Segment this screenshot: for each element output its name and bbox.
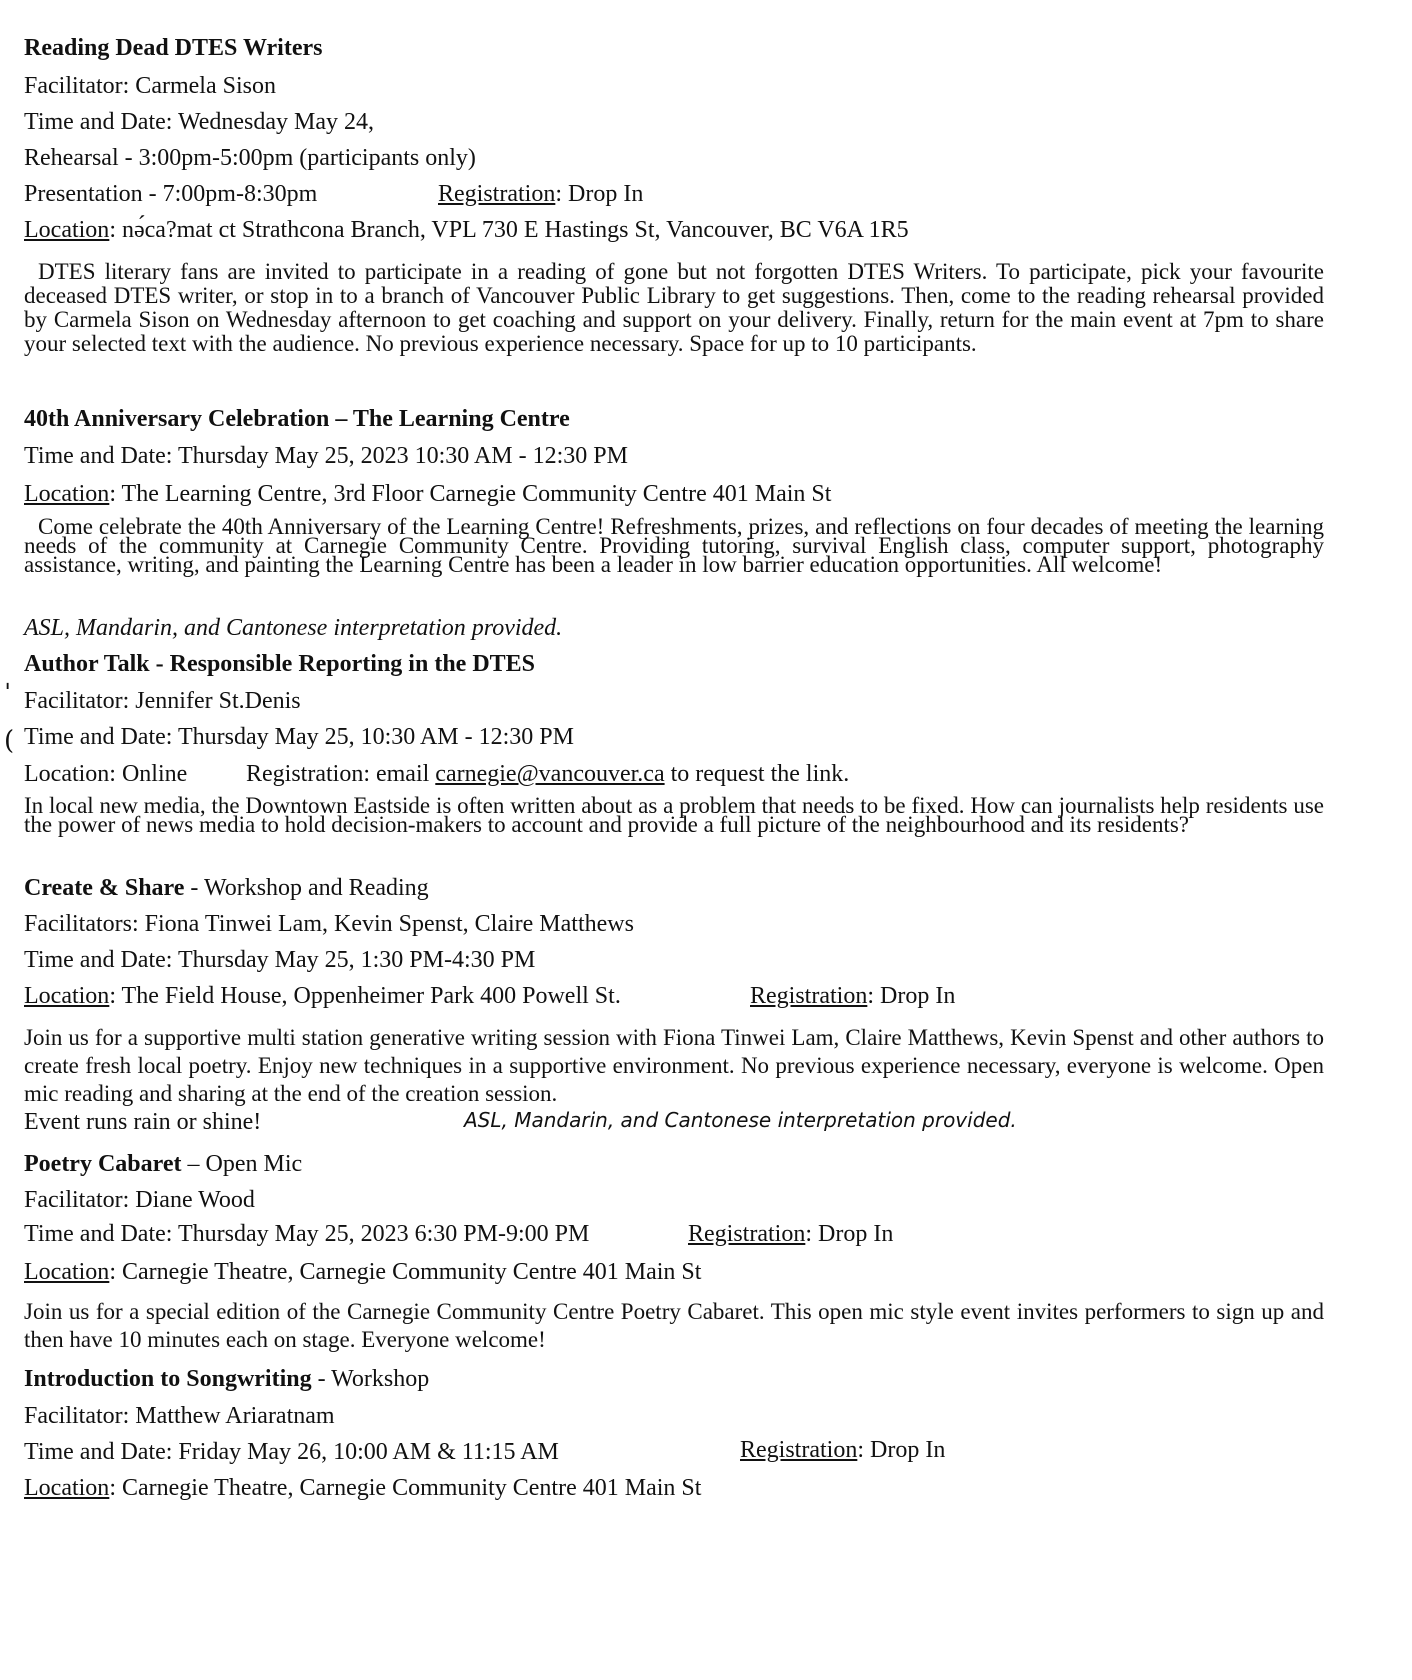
registration-suffix: to request the link. [664,761,850,787]
location-value: : The Learning Centre, 3rd Floor Carnegie Community Centre 401 Main St [109,481,832,507]
location-value: : Carnegie Theatre, Carnegie Community Centre 401 Main St [109,1259,702,1285]
location-value: : The Field House, Oppenheimer Park 400 Powell St. [109,983,621,1009]
scan-mark: ˈ [4,680,12,710]
registration-prefix: Registration: email [246,761,436,787]
registration-label: Registration [438,181,556,207]
event-title: Introduction to Songwriting [24,1366,312,1392]
event-presentation: Presentation - 7:00pm-8:30pm [24,181,318,207]
event-title-line [24,1365,429,1393]
event-time-date: Time and Date: Thursday May 25, 10:30 AM - 12:30 PM [24,724,574,750]
event-facilitator: Facilitator: Matthew Ariaratnam [24,1403,335,1429]
registration-email-link[interactable]: carnegie@vancouver.ca [435,761,665,787]
event-facilitator: Facilitator: Jennifer St.Denis [24,688,301,714]
registration-value: : Drop In [555,181,644,207]
event-location: Location: Online [24,761,188,787]
registration-label: Registration [740,1437,858,1463]
interpretation-note: ASL, Mandarin, and Cantonese interpretation provided. [464,1108,1017,1132]
event-rehearsal: Rehearsal - 3:00pm-5:00pm (participants only) [24,145,476,171]
event-facilitator: Facilitator: Carmela Sison [24,73,276,99]
event-description: Join us for a special edition of the Carnegie Community Centre Poetry Cabaret. This open mic style event invites performers to sign up and then have 10 minutes each on stage. Everyone welcome! [24,1299,1324,1352]
registration-value: : Drop In [805,1221,894,1247]
location-label: Location [24,217,110,243]
location-label: Location [24,481,110,507]
event-location [24,982,621,1010]
event-description: Come celebrate the 40th Anniversary of the Learning Centre! Refreshments, prizes, and reflections on four decades of meeting the learning needs of the community at Carnegie Community Centre. Providing tutoring, survival English class, computer support, photography assistance, writing, and painting the Learning Centre has been a leader in low barrier education opportunities. All welcome! [24,514,1324,577]
event-facilitator: Facilitators: Fiona Tinwei Lam, Kevin Spenst, Claire Matthews [24,911,634,937]
event-closing: Event runs rain or shine! [24,1109,262,1135]
event-description: In local new media, the Downtown Eastside is often written about as a problem that needs to be fixed. How can journalists help residents use the power of news media to hold decision-makers to account and provide a full picture of the neighbourhood and its residents? [24,793,1324,837]
event-registration [438,180,643,208]
event-registration [246,760,849,788]
registration-value: : Drop In [867,983,956,1009]
event-location [24,1474,701,1502]
registration-value: : Drop In [857,1437,946,1463]
event-location [24,1258,701,1286]
event-registration [750,982,955,1010]
location-value: : Carnegie Theatre, Carnegie Community Centre 401 Main St [109,1475,702,1501]
event-title: 40th Anniversary Celebration – The Learning Centre [24,406,570,432]
event-time-date: Time and Date: Thursday May 25, 2023 6:30 PM-9:00 PM [24,1221,590,1247]
event-subtitle: – Open Mic [181,1151,303,1177]
event-title: Author Talk - Responsible Reporting in the DTES [24,651,536,677]
registration-label: Registration [688,1221,806,1247]
location-value: : nə́ca?mat ct Strathcona Branch, VPL 730 E Hastings St, Vancouver, BC V6A 1R5 [109,217,909,243]
event-title: Reading Dead DTES Writers [24,35,323,61]
location-label: Location [24,1475,110,1501]
event-title-line [24,874,429,902]
event-subtitle: - Workshop [311,1366,430,1392]
location-label: Location [24,1259,110,1285]
location-label: Location [24,983,110,1009]
event-registration [688,1220,893,1248]
event-title: Create & Share [24,875,185,901]
event-time-date: Time and Date: Thursday May 25, 1:30 PM-4:30 PM [24,947,536,973]
event-facilitator: Facilitator: Diane Wood [24,1187,255,1213]
event-description: DTES literary fans are invited to participate in a reading of gone but not forgotten DTES Writers. To participate, pick your favourite deceased DTES writer, or stop in to a branch of Vancouver Public Library to get suggestions. Then, come to the reading rehearsal provided by Carmela Sison on Wednesday afternoon to get coaching and support on your delivery. Finally, return for the main event at 7pm to share your selected text with the audience. No previous experience necessary. Space for up to 10 participants. [24,259,1324,356]
event-title: Poetry Cabaret [24,1151,182,1177]
scan-mark: ( [4,726,15,756]
registration-label: Registration [750,983,868,1009]
event-location [24,216,909,244]
event-registration [740,1436,945,1464]
event-title-line [24,1150,302,1178]
event-time-date: Time and Date: Wednesday May 24, [24,109,375,135]
interpretation-note: ASL, Mandarin, and Cantonese interpretation provided. [24,615,563,641]
event-description: Join us for a supportive multi station generative writing session with Fiona Tinwei Lam, Claire Matthews, Kevin Spenst and other authors to create fresh local poetry. Enjoy new techniques in a supportive environment. No previous experience necessary, everyone is welcome. Open mic reading and sharing at the end of the creation session. [24,1025,1324,1106]
event-time-date: Time and Date: Friday May 26, 10:00 AM & 11:15 AM [24,1439,559,1465]
event-subtitle: - Workshop and Reading [184,875,429,901]
event-time-date: Time and Date: Thursday May 25, 2023 10:30 AM - 12:30 PM [24,443,628,469]
event-location [24,480,831,508]
